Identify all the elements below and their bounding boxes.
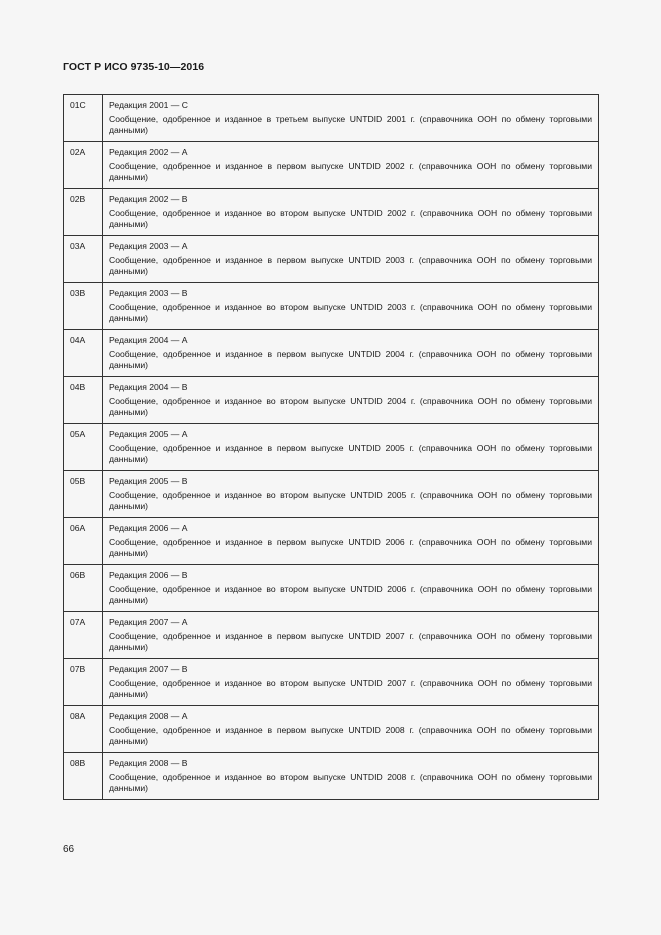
release-info (103, 612, 599, 659)
table-row (64, 706, 599, 753)
release-title: Редакция 2008 — А (109, 711, 188, 721)
release-title: Редакция 2005 — А (109, 429, 188, 439)
release-description: Сообщение, одобренное и изданное во втором выпуске UNTDID 2007 г. (справочника ООН по обмену торговыми данными) (109, 677, 592, 699)
release-title: Редакция 2008 — В (109, 758, 188, 768)
release-info (103, 706, 599, 753)
release-info (103, 753, 599, 800)
release-info (103, 471, 599, 518)
release-code: 02B (64, 189, 103, 236)
release-codes-table (63, 94, 599, 800)
release-info (103, 377, 599, 424)
release-title: Редакция 2002 — А (109, 147, 188, 157)
release-title: Редакция 2007 — А (109, 617, 188, 627)
table-row (64, 612, 599, 659)
release-description: Сообщение, одобренное и изданное в первом выпуске UNTDID 2007 г. (справочника ООН по обмену торговыми данными) (109, 630, 592, 652)
table-row (64, 659, 599, 706)
release-description: Сообщение, одобренное и изданное во втором выпуске UNTDID 2006 г. (справочника ООН по обмену торговыми данными) (109, 583, 592, 605)
release-info (103, 189, 599, 236)
release-title: Редакция 2006 — В (109, 570, 188, 580)
table-row (64, 565, 599, 612)
release-description: Сообщение, одобренное и изданное во втором выпуске UNTDID 2005 г. (справочника ООН по обмену торговыми данными) (109, 489, 592, 511)
table-row (64, 377, 599, 424)
release-info (103, 424, 599, 471)
release-title: Редакция 2003 — А (109, 241, 188, 251)
table-row (64, 95, 599, 142)
release-code: 04B (64, 377, 103, 424)
release-code: 06B (64, 565, 103, 612)
release-description: Сообщение, одобренное и изданное во втором выпуске UNTDID 2004 г. (справочника ООН по обмену торговыми данными) (109, 395, 592, 417)
release-code: 03B (64, 283, 103, 330)
release-title: Редакция 2003 — В (109, 288, 188, 298)
release-title: Редакция 2004 — В (109, 382, 188, 392)
release-title: Редакция 2007 — В (109, 664, 188, 674)
table-row (64, 330, 599, 377)
release-title: Редакция 2002 — В (109, 194, 188, 204)
release-info (103, 236, 599, 283)
release-code: 07A (64, 612, 103, 659)
release-code: 08B (64, 753, 103, 800)
table-row (64, 424, 599, 471)
release-info (103, 518, 599, 565)
release-code: 01C (64, 95, 103, 142)
release-code: 06A (64, 518, 103, 565)
release-description: Сообщение, одобренное и изданное в третьем выпуске UNTDID 2001 г. (справочника ООН по обмену торговыми данными) (109, 113, 592, 135)
table-row (64, 236, 599, 283)
release-code: 08A (64, 706, 103, 753)
release-description: Сообщение, одобренное и изданное в первом выпуске UNTDID 2004 г. (справочника ООН по обмену торговыми данными) (109, 348, 592, 370)
table-row (64, 283, 599, 330)
release-code: 07B (64, 659, 103, 706)
table-row (64, 753, 599, 800)
release-code: 03A (64, 236, 103, 283)
release-description: Сообщение, одобренное и изданное в первом выпуске UNTDID 2008 г. (справочника ООН по обмену торговыми данными) (109, 724, 592, 746)
release-code: 05B (64, 471, 103, 518)
release-description: Сообщение, одобренное и изданное во втором выпуске UNTDID 2002 г. (справочника ООН по обмену торговыми данными) (109, 207, 592, 229)
table-row (64, 518, 599, 565)
release-title: Редакция 2005 — В (109, 476, 188, 486)
release-info (103, 659, 599, 706)
release-code: 04A (64, 330, 103, 377)
release-info (103, 142, 599, 189)
release-title: Редакция 2001 — С (109, 100, 188, 110)
release-info (103, 283, 599, 330)
release-description: Сообщение, одобренное и изданное в первом выпуске UNTDID 2006 г. (справочника ООН по обмену торговыми данными) (109, 536, 592, 558)
release-info (103, 565, 599, 612)
release-description: Сообщение, одобренное и изданное в первом выпуске UNTDID 2002 г. (справочника ООН по обмену торговыми данными) (109, 160, 592, 182)
table-row (64, 142, 599, 189)
release-description: Сообщение, одобренное и изданное во втором выпуске UNTDID 2008 г. (справочника ООН по обмену торговыми данными) (109, 771, 592, 793)
release-code: 05A (64, 424, 103, 471)
release-description: Сообщение, одобренное и изданное в первом выпуске UNTDID 2005 г. (справочника ООН по обмену торговыми данными) (109, 442, 592, 464)
release-description: Сообщение, одобренное и изданное во втором выпуске UNTDID 2003 г. (справочника ООН по обмену торговыми данными) (109, 301, 592, 323)
document-header: ГОСТ Р ИСО 9735-10—2016 (63, 61, 205, 73)
release-info (103, 330, 599, 377)
release-title: Редакция 2006 — А (109, 523, 188, 533)
release-info (103, 95, 599, 142)
release-code: 02A (64, 142, 103, 189)
table-row (64, 189, 599, 236)
page-number: 66 (63, 844, 75, 855)
release-description: Сообщение, одобренное и изданное в первом выпуске UNTDID 2003 г. (справочника ООН по обмену торговыми данными) (109, 254, 592, 276)
release-title: Редакция 2004 — А (109, 335, 188, 345)
table-row (64, 471, 599, 518)
